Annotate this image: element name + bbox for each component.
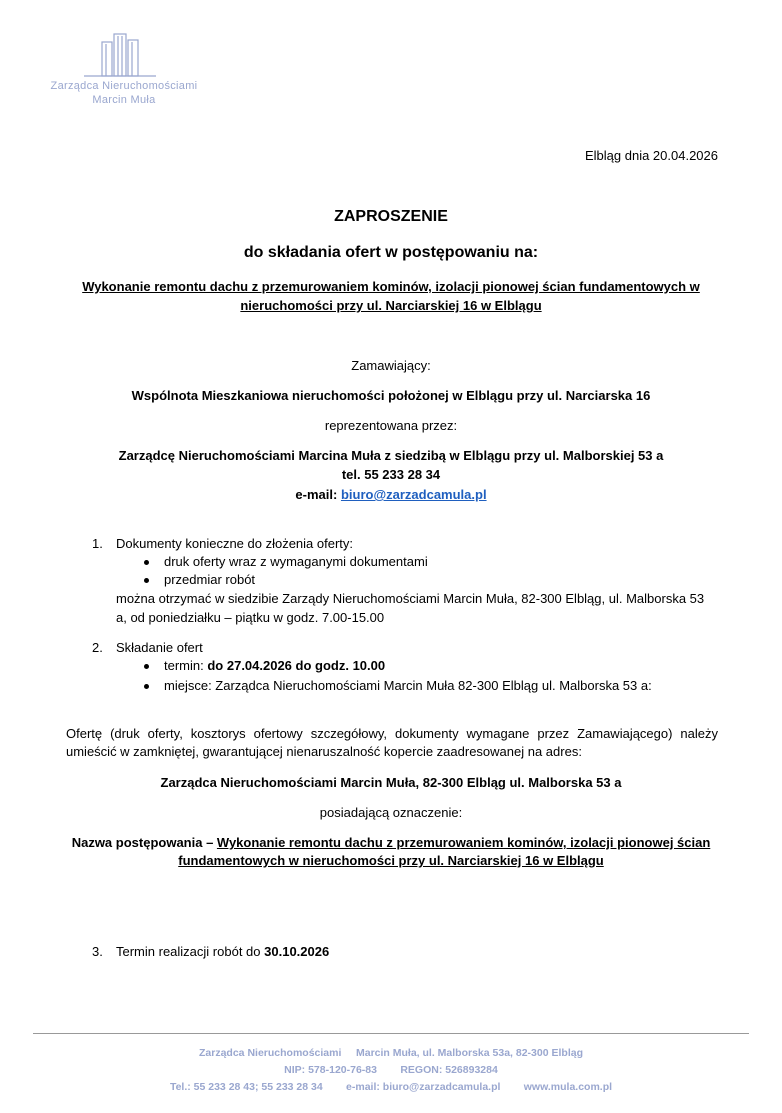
section-1-note-line-2: a, od poniedziałku – piątku w godz. 7.00-15.00	[116, 610, 385, 625]
logo-owner-name: Marcin Muła	[92, 94, 156, 106]
footer-line-2	[0, 1064, 782, 1076]
document-subtitle: do składania ofert w postępowaniu na:	[243, 244, 539, 261]
marking-line-1	[0, 835, 782, 850]
section-2-place: miejsce: Zarządca Nieruchomościami Marcin Muła 82-300 Elbląg ul. Malborska 53 a:	[164, 678, 652, 693]
email-link[interactable]: biuro@zarzadcamula.pl	[340, 487, 487, 502]
section-1-bullet-1: druk oferty wraz z wymaganymi dokumentami	[164, 554, 428, 569]
manager-email-row	[0, 487, 782, 502]
manager-phone: tel. 55 233 28 34	[341, 467, 441, 482]
section-1-number: 1.	[92, 536, 103, 551]
section-3-row	[116, 944, 329, 959]
footer-divider	[33, 1033, 749, 1034]
company-logo	[44, 32, 204, 112]
subject-line-2: nieruchomości przy ul. Narciarskiej 16 w Elblągu	[240, 298, 542, 313]
footer-address: Marcin Muła, ul. Malborska 53a, 82-300 Elbląg	[355, 1047, 583, 1059]
footer-line-3	[0, 1081, 782, 1093]
marking-subject-1: Wykonanie remontu dachu z przemurowaniem kominów, izolacji pionowej ścian	[216, 835, 711, 850]
section-1-note-line-1: można otrzymać w siedzibie Zarządy Nieruchomościami Marcin Muła, 82-300 Elbląg, ul. Malborska 53	[116, 591, 705, 606]
delivery-address: Zarządca Nieruchomościami Marcin Muła, 82-300 Elbląg ul. Malborska 53 a	[160, 775, 622, 790]
client-name: Wspólnota Mieszkaniowa nieruchomości położonej w Elblągu przy ul. Narciarska 16	[131, 388, 651, 403]
bullet	[144, 578, 149, 583]
section-2-term	[164, 658, 385, 673]
footer-email[interactable]: e-mail: biuro@zarzadcamula.pl	[346, 1081, 501, 1093]
place-date: Elbląg dnia 20.04.2026	[584, 148, 718, 163]
bullet	[144, 684, 149, 689]
document-title: ZAPROSZENIE	[334, 208, 448, 225]
footer-line-1	[0, 1047, 782, 1059]
bullet	[144, 664, 149, 669]
section-3-title: Termin realizacji robót do	[116, 944, 261, 959]
email-label: e-mail:	[295, 487, 338, 502]
marking-line-2: fundamentowych w nieruchomości przy ul. Narciarskiej 16 w Elblągu	[178, 853, 604, 868]
represented-label: reprezentowana przez:	[324, 418, 458, 433]
subject-line-1: Wykonanie remontu dachu z przemurowaniem kominów, izolacji pionowej ścian fundamentowych w	[82, 279, 700, 294]
bullet	[144, 560, 149, 565]
footer-phones: Tel.: 55 233 28 43; 55 233 28 34	[169, 1081, 323, 1093]
term-value: do 27.04.2026 do godz. 10.00	[207, 658, 386, 673]
footer-company: Zarządca Nieruchomościami	[199, 1047, 342, 1059]
offer-text-line-1: Ofertę (druk oferty, kosztorys ofertowy szczegółowy, dokumenty wymagane przez Zamawiającego) należy	[66, 726, 718, 741]
offer-text-line-2: umieścić w zamkniętej, gwarantującej nienaruszalność kopercie zaadresowanej na adres:	[66, 744, 582, 759]
section-1-title: Dokumenty konieczne do złożenia oferty:	[116, 536, 354, 551]
section-2-title: Składanie ofert	[116, 640, 203, 655]
section-2-number: 2.	[92, 640, 103, 655]
marking-prefix: Nazwa postępowania –	[71, 835, 214, 850]
logo-company-name: Zarządca Nieruchomościami	[50, 80, 198, 92]
footer-www[interactable]: www.mula.com.pl	[523, 1081, 613, 1093]
footer-regon: REGON: 526893284	[400, 1064, 498, 1076]
section-3-date: 30.10.2026	[264, 944, 330, 959]
section-3-number: 3.	[92, 944, 103, 959]
marking-label: posiadającą oznaczenie:	[319, 805, 463, 820]
section-1-bullet-2: przedmiar robót	[164, 572, 256, 587]
client-label: Zamawiający:	[351, 358, 431, 373]
term-label: termin:	[164, 658, 204, 673]
footer-nip: NIP: 578-120-76-83	[284, 1064, 377, 1076]
building-logo-icon	[44, 32, 204, 80]
manager-name: Zarządcę Nieruchomościami Marcina Muła z siedzibą w Elblągu przy ul. Malborskiej 53 a	[118, 448, 664, 463]
